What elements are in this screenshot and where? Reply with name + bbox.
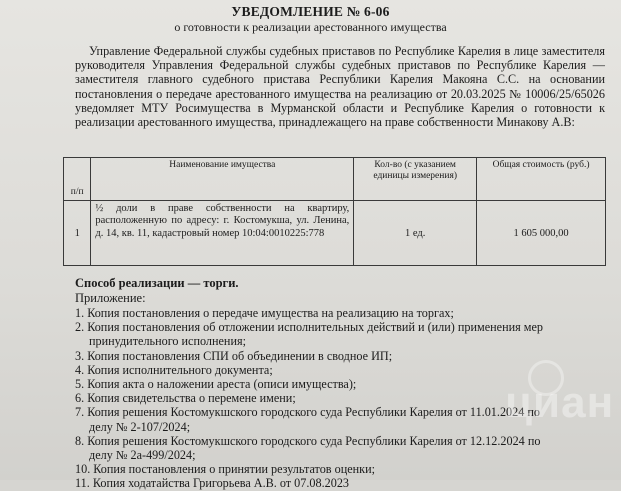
list-item: 10. Копия постановления о принятии результатов оценки; (75, 462, 375, 477)
list-item: 7. Копия решения Костомукшского городского суда Республики Карелия от 11.01.2024 по делу № 2-107/2024; (75, 405, 540, 434)
list-item: 2. Копия постановления об отложении исполнительных действий и (или) применения мер принудительного исполнения; (75, 320, 543, 349)
header-qty: Кол-во (с указанием единицы измерения) (354, 158, 477, 201)
list-item: 8. Копия решения Костомукшского городского суда Республики Карелия от 12.12.2024 по делу № 2а-499/2024; (75, 433, 541, 463)
sale-method: Способ реализации — торги. (75, 276, 239, 290)
list-item: 3. Копия постановления СПИ об объединении в сводное ИП; (75, 348, 393, 363)
header-cost: Общая стоимость (руб.) (477, 158, 606, 201)
header-num: п/п (64, 158, 91, 201)
list-item: 4. Копия исполнительного документа; (75, 362, 273, 377)
cell-name: ½ доли в праве собственности на квартиру, расположенную по адресу: г. Костомукша, ул. Ленина, д. 14, кв. 11, кадастровый номер 10:04:0010225:778 (91, 201, 354, 266)
intro-paragraph: Управление Федеральной службы судебных приставов по Республике Карелия в лице заместителя руководителя Управления Федеральной службы судебных приставов по Республике Карелия — заместителя главного судебного пристава Республики Карелия Макояна С.С. на основании постановления о передаче арестованного имущества на реализацию от 20.03.2025 № 10006/25/65026 уведомляет МТУ Росимущества в Мурманской области и Республике Карелия о готовности к реализации арестованного имущества, принадлежащего на праве собственности Минакову А.В: (75, 44, 605, 130)
cell-qty: 1 ед. (354, 201, 477, 266)
table-header-row (64, 158, 606, 201)
list-item: 6. Копия свидетельства о перемене имени; (75, 391, 296, 406)
list-item: 5. Копия акта о наложении ареста (описи имущества); (75, 377, 357, 392)
cell-num: 1 (64, 201, 91, 266)
cell-cost: 1 605 000,00 (477, 201, 606, 266)
property-table (63, 157, 606, 266)
watermark-logo: циан (505, 378, 615, 427)
document-title: УВЕДОМЛЕНИЕ № 6-06 (231, 4, 390, 19)
list-item: 11. Копия ходатайства Григорьева А.В. от 07.08.2023 (75, 476, 350, 491)
table-row (64, 201, 606, 266)
list-item: 1. Копия постановления о передаче имущества на реализацию на торгах; (75, 306, 454, 320)
attachments-title: Приложение: (75, 291, 146, 305)
document-subtitle: о готовности к реализации арестованного имущества (174, 20, 447, 34)
header-name: Наименование имущества (91, 158, 354, 201)
